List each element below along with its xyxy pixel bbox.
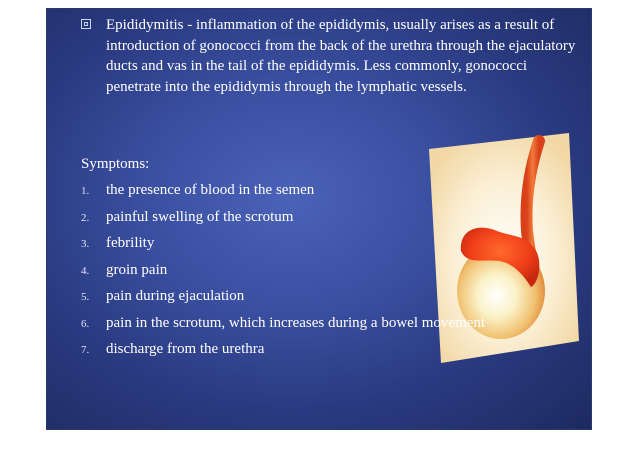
list-number: 3. [81,238,90,250]
list-item-text: the presence of blood in the semen [106,182,315,198]
symptom-list [81,182,485,368]
list-item [81,288,485,315]
list-item-text: painful swelling of the scrotum [106,208,294,225]
list-number: 4. [81,264,90,277]
list-item [81,235,485,262]
square-bullet-icon [81,19,91,29]
intro-paragraph: Epididymitis - inflammation of the epididymis, usually arises as a result of introduction of gonococci from the back of the urethra through the ejaculatory ducts and vas in the tail of the epididymis. Less commonly, gonococci penetrate into the epididymis through the lymphatic vessels. [106,17,576,95]
list-number: 6. [81,317,90,330]
list-item [81,209,485,236]
list-number: 1. [81,185,90,197]
list-item [81,315,485,342]
list-item-text: pain in the scrotum, which increases during a bowel movement [106,314,486,331]
list-item [81,182,485,209]
list-item-text: groin pain [106,261,168,278]
list-number: 7. [81,344,90,356]
list-item [81,341,485,368]
list-item [81,262,485,289]
list-number: 5. [81,291,90,303]
slide [46,8,592,430]
list-item-text: pain during ejaculation [106,288,245,304]
symptoms-heading: Symptoms: [81,156,150,172]
list-number: 2. [81,211,90,224]
list-item-text: febrility [106,235,155,251]
intro-bullet [81,15,581,97]
list-item-text: discharge from the urethra [106,341,265,357]
